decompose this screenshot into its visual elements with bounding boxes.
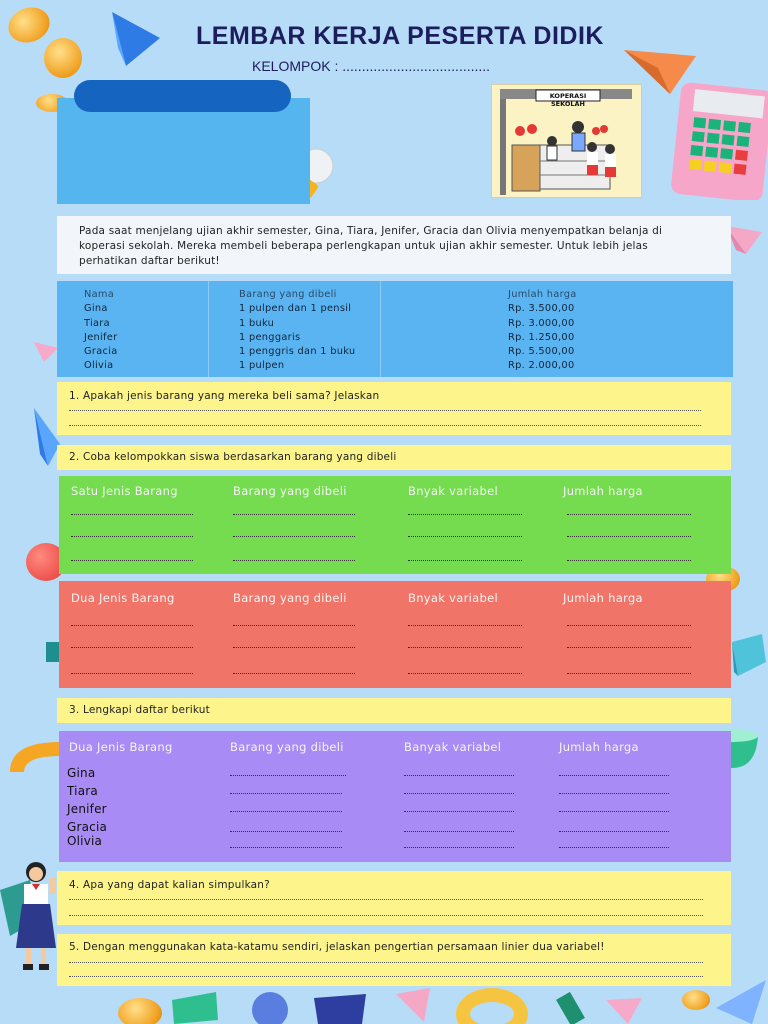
column-header: Jumlah harga (563, 484, 643, 498)
answer-line[interactable] (559, 793, 669, 794)
purchase-table (57, 281, 733, 377)
answer-line[interactable] (233, 560, 355, 561)
cylinder-decoration (170, 990, 220, 1024)
column-header: Bnyak variabel (408, 484, 498, 498)
question-3-box (57, 698, 731, 723)
column-divider (208, 281, 209, 377)
table-cell: Rp. 3.000,00 (508, 317, 575, 329)
arc-decoration (6, 736, 64, 776)
column-header: Barang yang dibeli (239, 289, 337, 300)
item-column (239, 288, 355, 384)
answer-line[interactable] (71, 625, 193, 626)
column-divider (380, 281, 381, 377)
answer-line[interactable] (233, 673, 355, 674)
answer-line[interactable] (408, 647, 522, 648)
answer-line[interactable] (233, 647, 355, 648)
question-5-text: 5. Dengan menggunakan kata-katamu sendiri, jelaskan pengertian persamaan linier dua variabel! (69, 941, 605, 953)
column-header: Dua Jenis Barang (69, 740, 173, 754)
label-pill (74, 80, 291, 112)
intro-line: perhatikan daftar berikut! (79, 255, 220, 267)
column-header: Satu Jenis Barang (71, 484, 178, 498)
cylinder-decoration (556, 988, 606, 1024)
single-item-table (59, 476, 731, 574)
answer-line[interactable] (408, 673, 522, 674)
answer-line[interactable] (230, 811, 342, 812)
answer-line[interactable] (71, 536, 193, 537)
column-header: Nama (84, 289, 115, 300)
answer-line[interactable] (559, 831, 669, 832)
answer-line[interactable] (408, 536, 522, 537)
answer-line[interactable] (230, 847, 342, 848)
column-header: Barang yang dibeli (230, 740, 344, 754)
student-name: Gina (67, 766, 96, 780)
answer-line[interactable] (71, 560, 193, 561)
two-item-table (59, 581, 731, 688)
table-cell: 1 buku (239, 317, 275, 329)
answer-line[interactable] (233, 536, 355, 537)
table-cell: Tiara (84, 317, 110, 329)
answer-line[interactable] (559, 847, 669, 848)
calculator-icon (670, 80, 768, 200)
student-name: Gracia (67, 820, 108, 834)
prism-decoration (394, 986, 434, 1024)
answer-line[interactable] (567, 625, 691, 626)
student-name: Tiara (67, 784, 98, 798)
column-header: Jumlah harga (563, 591, 643, 605)
answer-line[interactable] (69, 410, 701, 411)
intro-paragraph (57, 216, 731, 274)
answer-line[interactable] (404, 847, 514, 848)
table-cell: 1 pulpen dan 1 pensil (239, 303, 352, 315)
name-box (57, 98, 310, 204)
question-4-text: 4. Apa yang dapat kalian simpulkan? (69, 879, 270, 891)
answer-line[interactable] (69, 915, 703, 916)
name-column (84, 288, 118, 384)
answer-line[interactable] (71, 647, 193, 648)
answer-line[interactable] (404, 811, 514, 812)
answer-line[interactable] (559, 811, 669, 812)
column-header: Bnyak variabel (408, 591, 498, 605)
student-name: Olivia (67, 834, 103, 848)
coin-decoration (682, 990, 710, 1010)
column-header: Jumlah harga (559, 740, 639, 754)
answer-line[interactable] (69, 976, 703, 977)
column-header: Banyak variabel (404, 740, 502, 754)
column-header: Jumlah harga (508, 289, 577, 300)
question-3-text: 3. Lengkapi daftar berikut (69, 704, 210, 716)
answer-line[interactable] (408, 514, 522, 515)
store-sign-text: KOPERASI SEKOLAH (549, 92, 587, 108)
question-4-box (57, 871, 731, 925)
sphere-decoration (250, 990, 290, 1024)
table-cell: Rp. 3.500,00 (508, 303, 575, 315)
prism-decoration (604, 996, 644, 1024)
answer-line[interactable] (567, 536, 691, 537)
question-2-text: 2. Coba kelompokkan siswa berdasarkan barang yang dibeli (69, 451, 397, 463)
school-store-illustration (491, 84, 642, 198)
coin-decoration (118, 998, 162, 1024)
answer-line[interactable] (230, 793, 342, 794)
question-1-box (57, 382, 731, 435)
table-cell: 1 pulpen (239, 360, 285, 372)
answer-line[interactable] (71, 514, 193, 515)
column-header: Barang yang dibeli (233, 484, 347, 498)
group-label: KELOMPOK : ...................................... (252, 58, 491, 74)
answer-line[interactable] (69, 425, 701, 426)
table-cell: Olivia (84, 360, 114, 372)
answer-line[interactable] (71, 673, 193, 674)
answer-line[interactable] (233, 625, 355, 626)
answer-line[interactable] (408, 560, 522, 561)
completion-table (59, 731, 731, 862)
table-cell: Jenifer (84, 331, 118, 343)
answer-line[interactable] (69, 962, 703, 963)
answer-line[interactable] (567, 647, 691, 648)
question-1-text: 1. Apakah jenis barang yang mereka beli sama? Jelaskan (69, 390, 380, 402)
question-2-box (57, 445, 731, 470)
column-header: Dua Jenis Barang (71, 591, 175, 605)
answer-line[interactable] (567, 673, 691, 674)
price-column (508, 288, 577, 384)
answer-line[interactable] (567, 514, 691, 515)
cube-decoration (310, 992, 370, 1024)
answer-line[interactable] (230, 775, 346, 776)
ring-decoration (456, 988, 528, 1024)
answer-line[interactable] (567, 560, 691, 561)
table-cell: 1 penggaris (239, 331, 301, 343)
table-cell: Gracia (84, 346, 118, 358)
table-cell: Rp. 2.000,00 (508, 360, 575, 372)
question-5-box (57, 934, 731, 986)
table-cell: Rp. 5.500,00 (508, 346, 575, 358)
page-title: LEMBAR KERJA PESERTA DIDIK (196, 22, 604, 50)
answer-line[interactable] (69, 899, 703, 900)
intro-line: Pada saat menjelang ujian akhir semester, Gina, Tiara, Jenifer, Gracia dan Olivia menyempatkan belanja di (79, 225, 663, 237)
answer-line[interactable] (408, 625, 522, 626)
table-cell: Rp. 1.250,00 (508, 331, 575, 343)
answer-line[interactable] (233, 514, 355, 515)
answer-line[interactable] (404, 831, 514, 832)
answer-line[interactable] (404, 793, 514, 794)
cylinder-decoration (728, 632, 768, 678)
answer-line[interactable] (559, 775, 669, 776)
column-header: Barang yang dibeli (233, 591, 347, 605)
table-cell: 1 penggris dan 1 buku (239, 346, 356, 358)
intro-line: koperasi sekolah. Mereka membeli beberapa perlengkapan untuk ujian akhir semester. Untuk lebih jelas (79, 240, 648, 252)
answer-line[interactable] (230, 831, 342, 832)
answer-line[interactable] (404, 775, 514, 776)
prism-decoration (32, 338, 60, 364)
student-name: Jenifer (67, 802, 107, 816)
table-cell: Gina (84, 303, 108, 315)
